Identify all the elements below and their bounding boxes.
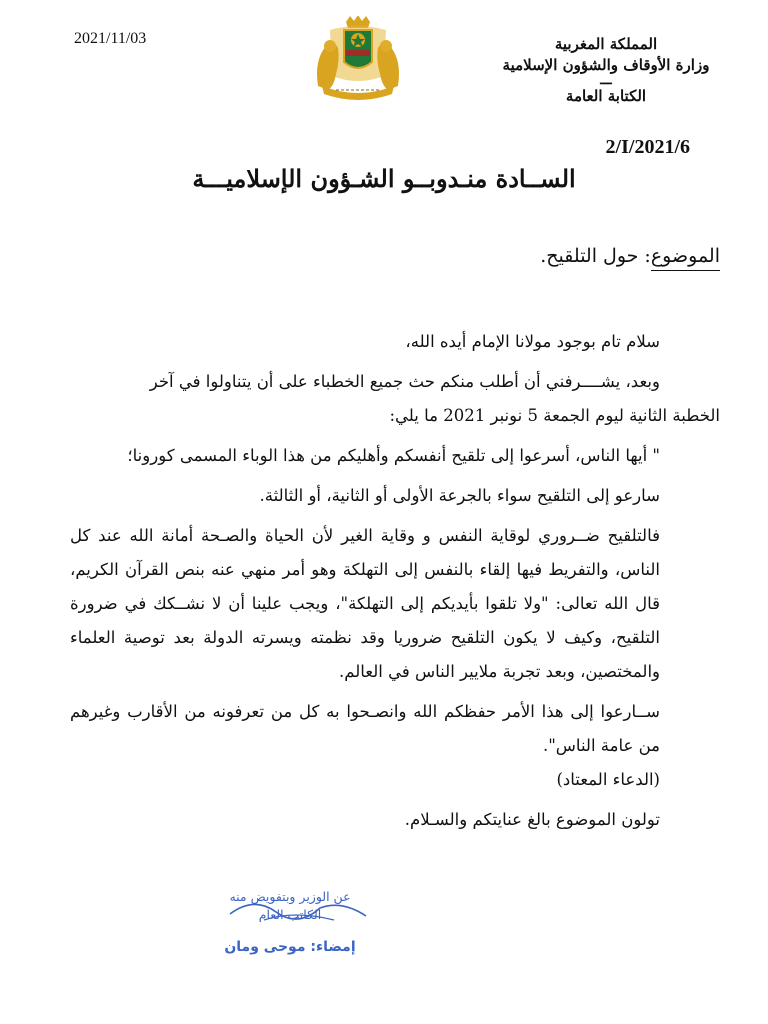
signature-name: إمضاء: موحى ومان bbox=[224, 939, 356, 955]
closing-line: تولون الموضوع بالغ عنايتكم والسـلام. bbox=[404, 810, 660, 829]
quote-line-2: سارعو إلى التلقيح سواء بالجرعة الأولى أو الثانية، أو الثالثة. bbox=[259, 486, 660, 505]
signature-title: الكاتب العام bbox=[258, 907, 322, 922]
addressee-title: الســادة منـدوبــو الشـؤون الإسلاميـــة bbox=[192, 164, 576, 193]
subject-line bbox=[540, 245, 720, 267]
signature-authority: عن الوزير وبتفويض منه bbox=[229, 889, 351, 904]
quote-line-1: " أيها الناس، أسرعوا إلى تلقيح أنفسكم وأهليكم من هذا الوباء المسمى كورونا؛ bbox=[127, 446, 660, 465]
country-name: المملكة المغربية bbox=[554, 35, 658, 53]
ministry-header bbox=[476, 34, 736, 107]
reference-number: 2/I/2021/6 bbox=[605, 136, 690, 158]
ministry-name: وزارة الأوقاف والشؤون الإسلامية bbox=[502, 56, 710, 74]
department-name: الكتابة العامة bbox=[565, 87, 647, 105]
greeting: سلام تام بوجود مولانا الإمام أيده الله، bbox=[405, 332, 660, 351]
dua-line: (الدعاء المعتاد) bbox=[556, 770, 660, 789]
signature-stamp bbox=[190, 888, 390, 956]
header-separator: ـــ bbox=[600, 73, 612, 88]
paragraph-vaccination: فالتلقيح ضــروري لوقاية النفس و وقاية الغير لأن الحياة والصـحة أمانة الله عند كل الناس، والتفريط فيها إلقاء بالنفس إلى التهلكة وهو أمر منهي عنه بنص القرآن الكريم، قال الله تعالى: "ولا تلقوا بأيديكم إلى التهلكة"، ويجب علينا أن لا نشــكك في ضرورة التلقيح، وكيف لا يكون التلقيح ضروريا وقد نظمته ويسرته الدولة بعد توصية العلماء والمختصين، وبعد تجربة ملايير الناس في العالم. bbox=[70, 526, 660, 681]
subject-label: الموضوع bbox=[651, 245, 720, 271]
signature-scribble-icon bbox=[224, 892, 374, 926]
letter-date: 2021/11/03 bbox=[74, 30, 147, 47]
intro-line-2: الخطبة الثانية ليوم الجمعة 5 نونبر 2021 ما يلي: bbox=[389, 406, 720, 425]
subject-text: : حول التلقيح. bbox=[540, 245, 651, 267]
royal-coat-of-arms-icon bbox=[308, 16, 408, 100]
paragraph-urge: ســارعوا إلى هذا الأمر حفظكم الله وانصـحوا به كل من تعرفونه من الأقارب وغيرهم من عامة الناس". bbox=[70, 702, 660, 755]
letter-body bbox=[70, 325, 720, 837]
intro-line-1: وبعد، يشــــرفني أن أطلب منكم حث جميع الخطباء على أن يتناولوا في آخر bbox=[149, 372, 660, 391]
